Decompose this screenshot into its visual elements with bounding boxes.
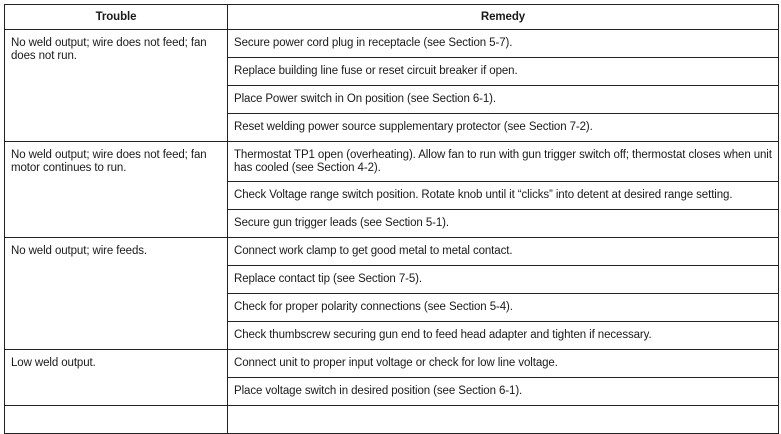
remedy-cell: Replace contact tip (see Section 7-5). <box>228 266 779 294</box>
remedy-cell: Place voltage switch in desired position (see Section 6-1). <box>228 378 779 406</box>
remedy-cell: Secure gun trigger leads (see Section 5-1). <box>228 210 779 238</box>
table-row <box>5 142 779 182</box>
header-remedy: Remedy <box>228 5 779 30</box>
table-body <box>5 30 779 434</box>
table-row <box>5 238 779 266</box>
remedy-cell: Thermostat TP1 open (overheating). Allow fan to run with gun trigger switch off; thermostat closes when unit has cooled (see Section 4-2). <box>228 142 779 182</box>
trouble-cell: No weld output; wire feeds. <box>5 238 228 350</box>
header-trouble: Trouble <box>5 5 228 30</box>
trouble-cell: No weld output; wire does not feed; fan does not run. <box>5 30 228 142</box>
remedy-cell: Check Voltage range switch position. Rotate knob until it “clicks” into detent at desired range setting. <box>228 182 779 210</box>
remedy-cell: Place Power switch in On position (see Section 6-1). <box>228 86 779 114</box>
remedy-cell: Connect unit to proper input voltage or check for low line voltage. <box>228 350 779 378</box>
trouble-cell <box>5 406 228 434</box>
trouble-cell: No weld output; wire does not feed; fan motor continues to run. <box>5 142 228 238</box>
remedy-cell: Check for proper polarity connections (see Section 5-4). <box>228 294 779 322</box>
remedy-cell: Check thumbscrew securing gun end to feed head adapter and tighten if necessary. <box>228 322 779 350</box>
table-row-partial <box>5 406 779 434</box>
table-row <box>5 350 779 378</box>
remedy-cell: Connect work clamp to get good metal to metal contact. <box>228 238 779 266</box>
remedy-cell: Secure power cord plug in receptacle (see Section 5-7). <box>228 30 779 58</box>
remedy-cell: Replace building line fuse or reset circuit breaker if open. <box>228 58 779 86</box>
table-row <box>5 30 779 58</box>
trouble-cell: Low weld output. <box>5 350 228 406</box>
header-row <box>5 5 779 30</box>
troubleshooting-table <box>4 4 779 434</box>
remedy-cell <box>228 406 779 434</box>
remedy-cell: Reset welding power source supplementary protector (see Section 7-2). <box>228 114 779 142</box>
